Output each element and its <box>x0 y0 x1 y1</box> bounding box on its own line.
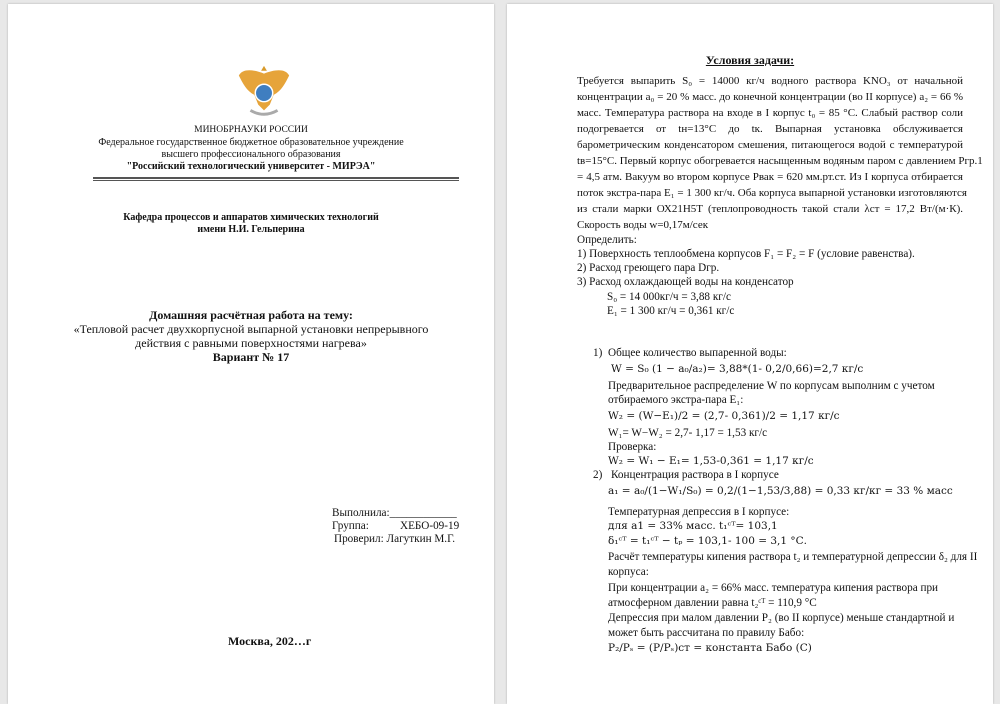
formula-check: W₂ = W₁ − E₁= 1,53-0,361 = 1,17 кг/с <box>608 455 814 467</box>
step-title: Концентрация раствора в I корпусе <box>611 469 779 481</box>
task-item: 3) Расход охлаждающей воды на конденсатор <box>577 276 794 288</box>
topic-line2: действия с равными поверхностями нагрева» <box>135 336 367 350</box>
topic-line1: «Тепловой расчет двухкорпусной выпарной установки непрерывного <box>73 322 429 336</box>
text-line: для a1 = 33% масс. t₁ᶜᵀ= 103,1 <box>608 520 778 532</box>
header-divider <box>93 177 459 181</box>
formula-w2: W₂ = (W−E₁)/2 = (2,7- 0,361)/2 = 1,17 кг/с <box>608 410 840 422</box>
city-year: Москва, 202…г <box>228 634 312 648</box>
text-line: отбираемого экстра-пара E₁: <box>608 394 744 406</box>
formula-w: W = S₀ (1 − a₀/a₂)= 3,88*(1- 0,2/0,66)=2,7 кг/с <box>611 363 864 375</box>
university-name: "Российский технологический университет - МИРЭА" <box>126 161 376 172</box>
condition-line: tв=15°С. Первый корпус обогревается насыщенным водяным паром с давлением Pгр.1 <box>577 155 983 167</box>
task-item: 1) Поверхность теплообмена корпусов F₁ = F₂ = F (условие равенства). <box>577 248 915 260</box>
group-label: Группа: <box>332 520 369 532</box>
step-number: 1) <box>593 347 603 359</box>
performed-by: Выполнила:____________ <box>332 507 457 519</box>
determine-label: Определить: <box>577 234 637 246</box>
text-line: При концентрации a₂ = 66% масс. температура кипения раствора при <box>608 582 939 594</box>
institution-line1: Федеральное государственное бюджетное образовательное учреждение <box>98 137 404 148</box>
formula-a1: a₁ = a₀/(1−W₁/S₀) = 0,2/(1−1,53/3,88) = 0,33 кг/кг = 33 % масс <box>608 485 953 497</box>
step-number: 2) <box>593 469 603 481</box>
title-page <box>8 4 494 704</box>
condition-line: = 4,5 атм. Вакуум во втором корпусе Pвак = 620 мм.рт.ст. Из I корпуса отбирается <box>577 171 963 183</box>
check-label: Проверка: <box>608 441 657 453</box>
formula-babo: P₂/Pₛ = (P/Pₛ)ст = константа Бабо (С) <box>608 642 812 654</box>
condition-line: из стали марки ОХ21Н5Т (теплопроводность такой стали λст = 17,2 Вт/(м·К). <box>577 203 963 215</box>
ministry: МИНОБРНАУКИ РОССИИ <box>194 125 308 135</box>
conditions-heading: Условия задачи: <box>705 53 795 67</box>
emblem-icon <box>236 62 292 122</box>
department-line2: имени Н.И. Гельперина <box>197 224 305 235</box>
checked-by: Проверил: Лагуткин М.Г. <box>334 533 456 545</box>
text-line: δ₁ᶜᵀ = t₁ᶜᵀ − tₚ = 103,1- 100 = 3,1 °С. <box>608 535 808 547</box>
institution-line2: высшего профессионального образования <box>161 149 341 160</box>
text-line: может быть рассчитана по правилу Бабо: <box>608 627 805 639</box>
condition-line: Требуется выпарить S₀ = 14000 кг/ч водного раствора KNO₃ от начальной <box>577 75 963 87</box>
work-type: Домашняя расчётная работа на тему: <box>149 308 353 322</box>
conversion: S₀ = 14 000кг/ч = 3,88 кг/с <box>607 291 731 303</box>
conditions-page <box>507 4 993 704</box>
condition-line: подогревается от tн=13°С до tк. Выпарная установка обслуживается <box>577 123 963 135</box>
text-line: Расчёт температуры кипения раствора t₂ и температурной депрессии δ₂ для II <box>608 551 978 563</box>
condition-line: Скорость воды w=0,17м/сек <box>577 219 709 231</box>
text-line: корпуса: <box>608 566 649 578</box>
text-line: Температурная депрессия в I корпусе: <box>608 506 790 518</box>
text-line: Депрессия при малом давлении P₂ (во II корпусе) меньше стандартной и <box>608 612 955 624</box>
condition-line: барометрическим конденсатором смешения, питающегося водой с температурой <box>577 139 963 151</box>
group-value: ХЕБО-09-19 <box>400 520 460 532</box>
condition-line: концентрации a₀ = 20 % масс. до конечной концентрации (во II корпусе) a₂ = 66 % <box>577 91 963 103</box>
variant: Вариант № 17 <box>212 350 290 364</box>
condition-line: поток экстра-пара E₁ = 1 300 кг/ч. Оба корпуса выпарной установки изготовляются <box>577 187 967 199</box>
step-title: Общее количество выпаренной воды: <box>608 347 787 359</box>
department-line1: Кафедра процессов и аппаратов химических технологий <box>123 212 379 223</box>
formula-w1: W₁= W−W₂ = 2,7- 1,17 = 1,53 кг/с <box>608 427 768 439</box>
conversion: E₁ = 1 300 кг/ч = 0,361 кг/с <box>607 305 735 317</box>
text-line: Предварительное распределение W по корпусам выполним с учетом <box>608 380 935 392</box>
condition-line: масс. Температура раствора на входе в I корпус t₀ = 85 °С. Слабый раствор соли <box>577 107 963 119</box>
text-line: атмосферном давлении равна t₂ᶜᵀ = 110,9 °С <box>608 597 817 609</box>
task-item: 2) Расход греющего пара Dгр. <box>577 262 720 274</box>
